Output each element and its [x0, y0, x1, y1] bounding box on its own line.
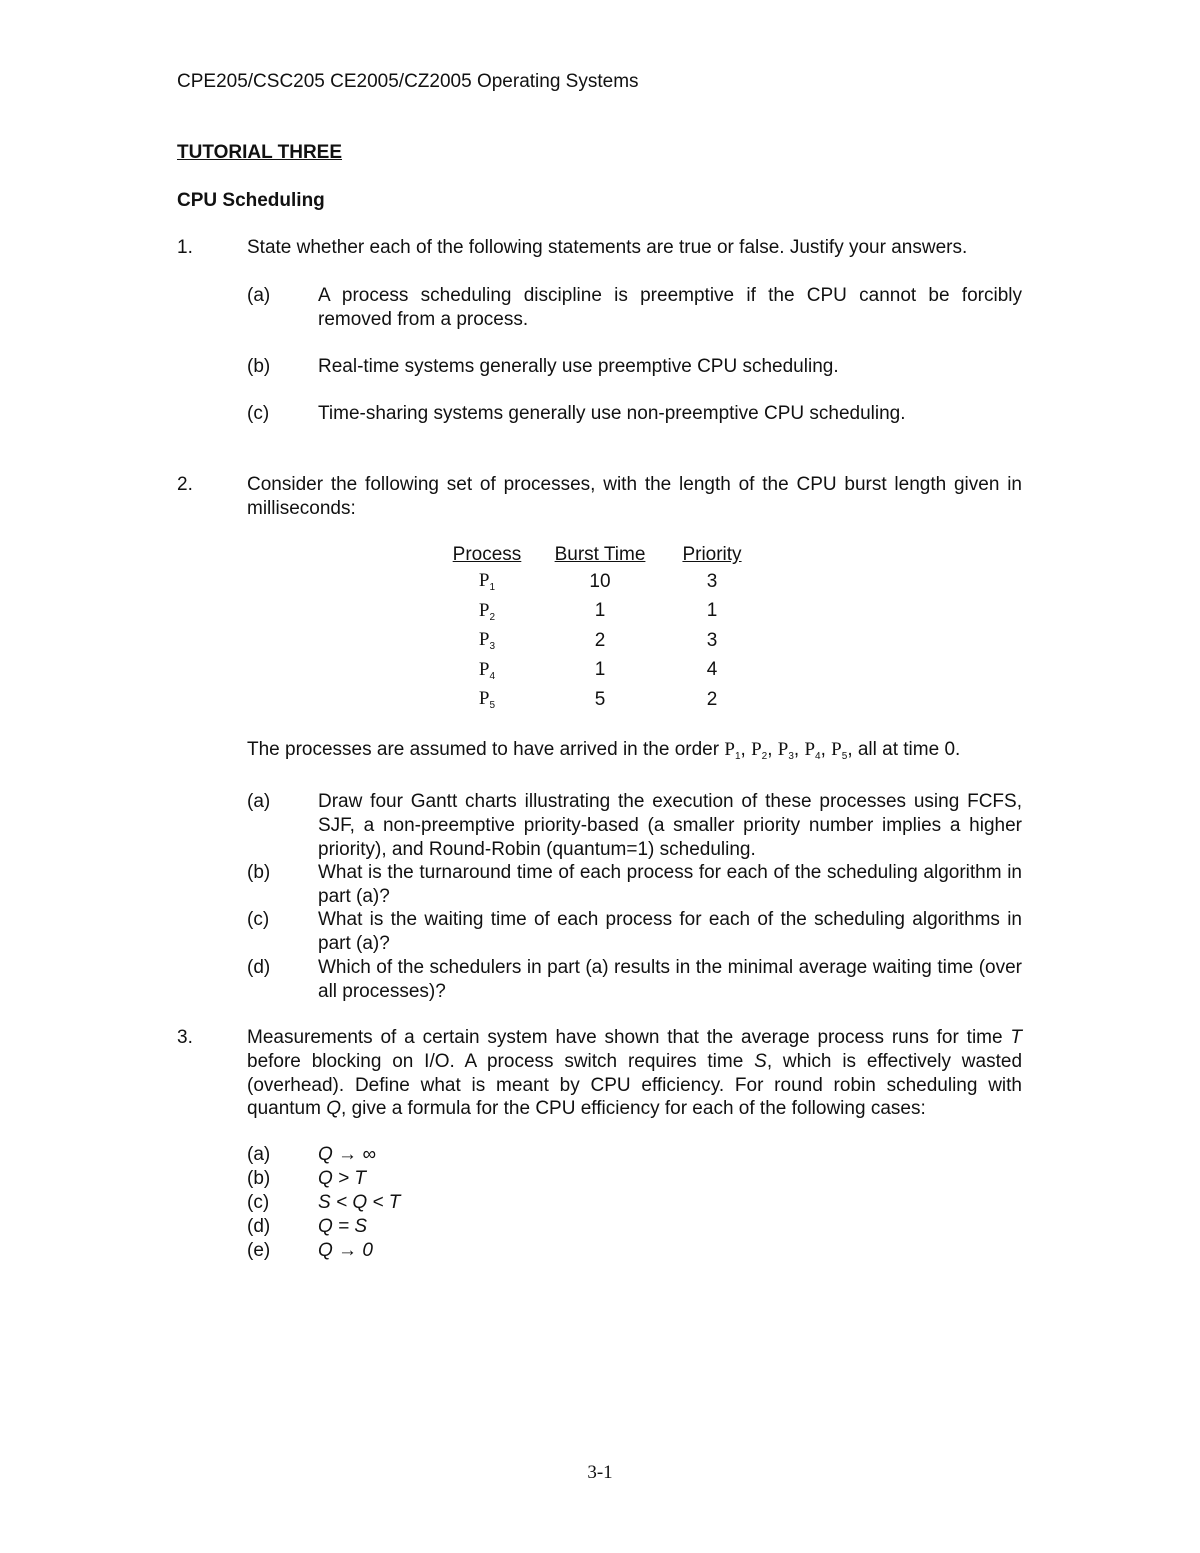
- process-cell: [440, 626, 534, 656]
- priority-cell: 2: [706, 688, 718, 710]
- q3b-expr: Q > T: [318, 1168, 367, 1189]
- q2a-label: (a): [247, 791, 271, 812]
- table-row: [440, 626, 758, 656]
- q3e-expr: Q → 0: [318, 1240, 373, 1261]
- priority-cell: 1: [706, 600, 718, 622]
- process-cell: [440, 567, 534, 597]
- q3b-label: (b): [247, 1168, 271, 1189]
- order-subscript: 4: [815, 751, 821, 762]
- course-header: CPE205/CSC205 CE2005/CZ2005 Operating Systems: [177, 71, 639, 92]
- process-name: P: [478, 629, 490, 650]
- burst-cell: 10: [589, 570, 611, 592]
- table-row: [440, 597, 758, 627]
- q1b-text: Real-time systems generally use preemptive CPU scheduling.: [318, 356, 839, 377]
- q3-text-part-4: , give a formula for the CPU efficiency for each of the following cases:: [341, 1098, 926, 1120]
- q3-var-s: S: [754, 1050, 767, 1072]
- q3a-label: (a): [247, 1144, 271, 1165]
- q1-text: State whether each of the following statements are true or false. Justify your answers.: [247, 237, 968, 258]
- arrival-order-prefix: The processes are assumed to have arrived in the order: [247, 739, 720, 760]
- process-table: [440, 541, 758, 715]
- process-cell: [440, 597, 534, 627]
- table-row: [440, 656, 758, 686]
- q1b-label: (b): [247, 356, 271, 377]
- q3-text-part-3: , which is effectively wasted (overhead). Define what is meant by CPU efficiency. For round robin scheduling with quantum: [247, 1050, 1023, 1120]
- burst-cell: 2: [594, 629, 606, 651]
- order-subscript: 2: [761, 751, 768, 762]
- priority-cell: 3: [706, 629, 718, 651]
- q3a-expr: Q → ∞: [318, 1144, 376, 1165]
- q2c-text: What is the waiting time of each process for each of the scheduling algorithms in part (a)?: [318, 909, 1022, 954]
- table-header-row: [440, 541, 758, 567]
- process-name: P: [478, 688, 490, 709]
- q3-var-q: Q: [326, 1098, 342, 1120]
- table-header-burst: Burst Time: [554, 544, 646, 566]
- process-name: P: [478, 658, 490, 680]
- q1a-text: A process scheduling discipline is preemptive if the CPU cannot be forcibly removed from a process.: [318, 285, 1022, 330]
- table-row: [440, 685, 758, 715]
- order-separator: ,: [820, 739, 826, 760]
- process-subscript: 3: [489, 641, 496, 652]
- process-subscript: 5: [489, 700, 496, 711]
- q1-number: 1.: [177, 237, 193, 258]
- q3-text: [247, 1026, 1022, 1121]
- process-subscript: 1: [489, 582, 496, 593]
- process-name: P: [478, 599, 490, 621]
- q2b-label: (b): [247, 862, 271, 883]
- order-process: P: [831, 739, 842, 760]
- q3d-expr: Q = S: [318, 1216, 368, 1237]
- q3c-expr: S < Q < T: [318, 1192, 401, 1213]
- q3-text-part-1: Measurements of a certain system have shown that the average process runs for time: [247, 1027, 1003, 1048]
- q1c-text: Time-sharing systems generally use non-preemptive CPU scheduling.: [318, 403, 906, 424]
- q3-var-t: T: [1010, 1027, 1023, 1048]
- section-title: CPU Scheduling: [177, 190, 325, 211]
- priority-cell: 3: [706, 570, 718, 592]
- q2-number: 2.: [177, 474, 193, 495]
- q1c-label: (c): [247, 403, 270, 424]
- order-process: P: [804, 739, 816, 760]
- arrival-order-suffix: , all at time 0.: [847, 739, 961, 760]
- burst-cell: 5: [594, 688, 606, 710]
- priority-cell: 4: [706, 659, 718, 681]
- q2a-text: Draw four Gantt charts illustrating the execution of these processes using FCFS, SJF, a non-preemptive priority-based (a smaller priority number implies a higher priority), and Round-Robin (quantum=1) scheduling.: [318, 791, 1022, 860]
- table-header-process: Process: [452, 544, 522, 566]
- order-subscript: 3: [788, 751, 794, 762]
- q3c-label: (c): [247, 1192, 270, 1213]
- order-process: P: [751, 739, 762, 760]
- q3-number: 3.: [177, 1027, 193, 1048]
- process-cell: [440, 656, 534, 686]
- burst-cell: 1: [594, 659, 606, 681]
- q3d-label: (d): [247, 1216, 271, 1237]
- page-number: 3-1: [587, 1462, 613, 1483]
- process-name: P: [478, 570, 490, 591]
- q3e-label: (e): [247, 1240, 271, 1261]
- arrival-order-sentence: [247, 738, 1022, 764]
- order-separator: ,: [793, 739, 800, 760]
- table-row: [440, 567, 758, 597]
- process-cell: [440, 685, 534, 715]
- table-header-priority: Priority: [682, 544, 742, 566]
- q2b-text: What is the turnaround time of each process for each of the scheduling algorithm in part (a)?: [318, 862, 1022, 907]
- burst-cell: 1: [594, 600, 606, 622]
- process-subscript: 2: [489, 611, 496, 623]
- order-separator: ,: [740, 739, 746, 760]
- order-subscript: 1: [734, 751, 741, 762]
- order-separator: ,: [767, 739, 773, 760]
- order-subscript: 5: [841, 751, 848, 762]
- q2d-label: (d): [247, 957, 271, 978]
- q3-text-part-2: before blocking on I/O. A process switch requires time: [247, 1050, 744, 1072]
- tutorial-title: TUTORIAL THREE: [177, 142, 343, 163]
- q1a-label: (a): [247, 285, 271, 306]
- process-subscript: 4: [489, 670, 496, 682]
- q2c-label: (c): [247, 909, 270, 930]
- q2-text: Consider the following set of processes, with the length of the CPU burst length given in milliseconds:: [247, 474, 1022, 519]
- q2d-text: Which of the schedulers in part (a) results in the minimal average waiting time (over all processes)?: [318, 957, 1022, 1002]
- order-process: P: [724, 739, 735, 760]
- order-process: P: [777, 739, 789, 760]
